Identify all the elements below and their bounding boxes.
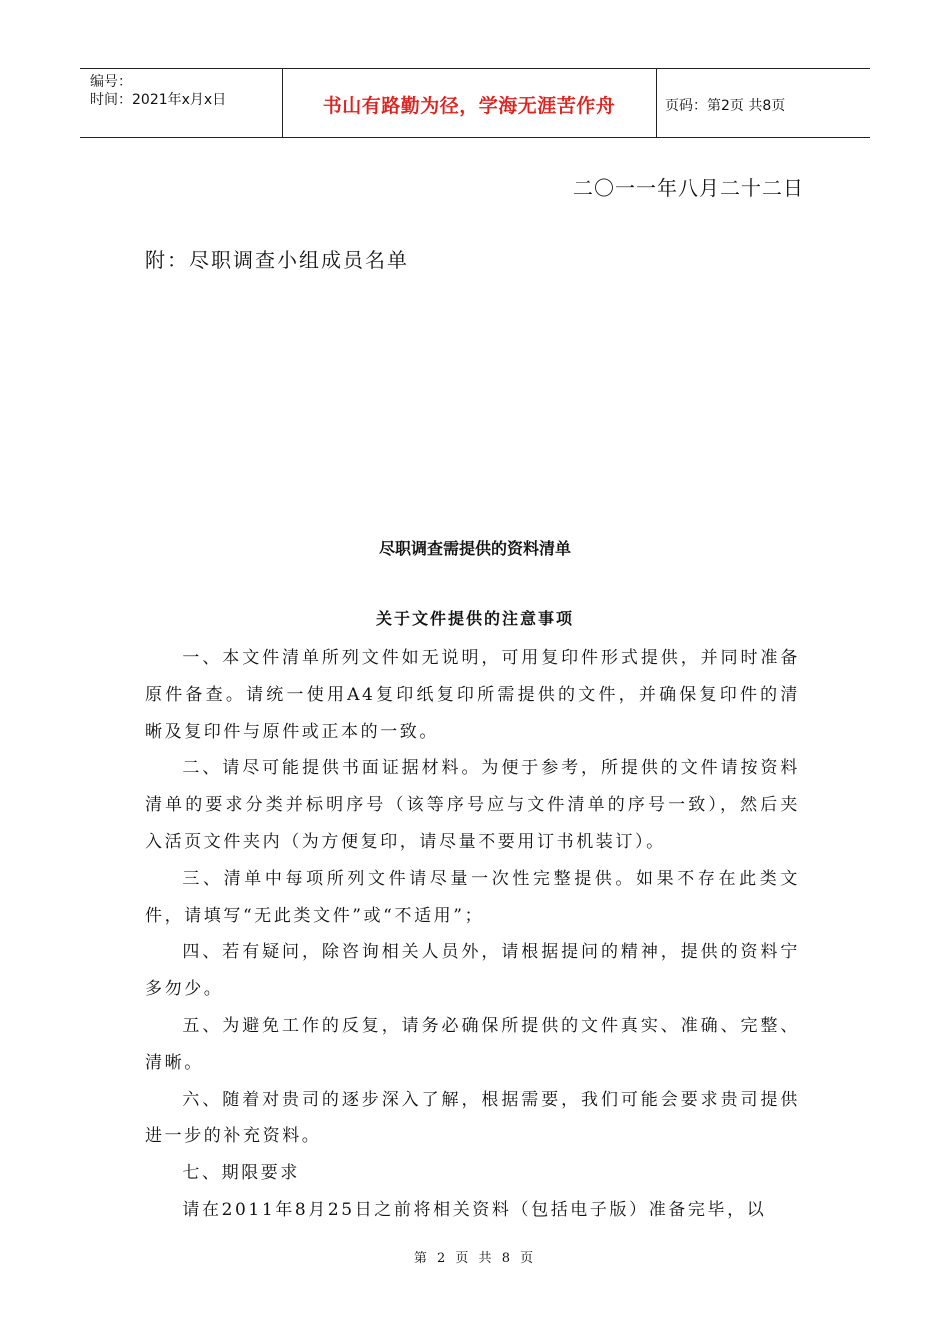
- notice-body: [145, 640, 800, 1229]
- header-motto-cell: [282, 69, 657, 137]
- attachment-note: 附：尽职调查小组成员名单: [145, 248, 409, 272]
- header-meta-cell: [80, 69, 283, 137]
- paragraph: 四、若有疑问，除咨询相关人员外，请根据提问的精神，提供的资料宁多勿少。: [145, 942, 800, 1000]
- page-footer: 第 2 页 共 8 页: [413, 1251, 537, 1266]
- header-table: [80, 68, 870, 138]
- header-page-cell: [656, 69, 870, 137]
- document-number-label: 编号：: [90, 74, 132, 90]
- paragraph: 五、为避免工作的反复，请务必确保所提供的文件真实、准确、完整、清晰。: [145, 1015, 800, 1073]
- document-time-label: 时间：2021年x月x日: [90, 92, 227, 108]
- paragraph: 三、清单中每项所列文件请尽量一次性完整提供。如果不存在此类文件，请填写“无此类文件”或“不适用”；: [145, 868, 800, 926]
- paragraph: 请在2011年8月25日之前将相关资料（包括电子版）准备完毕，以: [182, 1199, 767, 1220]
- document-title: 尽职调查需提供的资料清单: [378, 539, 571, 558]
- paragraph: 一、本文件清单所列文件如无说明，可用复印件形式提供，并同时准备原件备查。请统一使用A4复印纸复印所需提供的文件，并确保复印件的清晰及复印件与原件或正本的一致。: [145, 648, 800, 742]
- paragraph: 七、期限要求: [182, 1163, 300, 1184]
- document-date: 二〇一一年八月二十二日: [573, 176, 804, 200]
- section-subtitle: 关于文件提供的注意事项: [375, 609, 574, 628]
- header-page-info: 页码：第2页 共8页: [665, 98, 786, 114]
- header-motto: 书山有路勤为径，学海无涯苦作舟: [322, 95, 616, 117]
- paragraph: 六、随着对贵司的逐步深入了解，根据需要，我们可能会要求贵司提供进一步的补充资料。: [145, 1089, 800, 1147]
- paragraph: 二、请尽可能提供书面证据材料。为便于参考，所提供的文件请按资料清单的要求分类并标明序号（该等序号应与文件清单的序号一致），然后夹入活页文件夹内（为方便复印，请尽量不要用订书机装订）。: [145, 758, 800, 852]
